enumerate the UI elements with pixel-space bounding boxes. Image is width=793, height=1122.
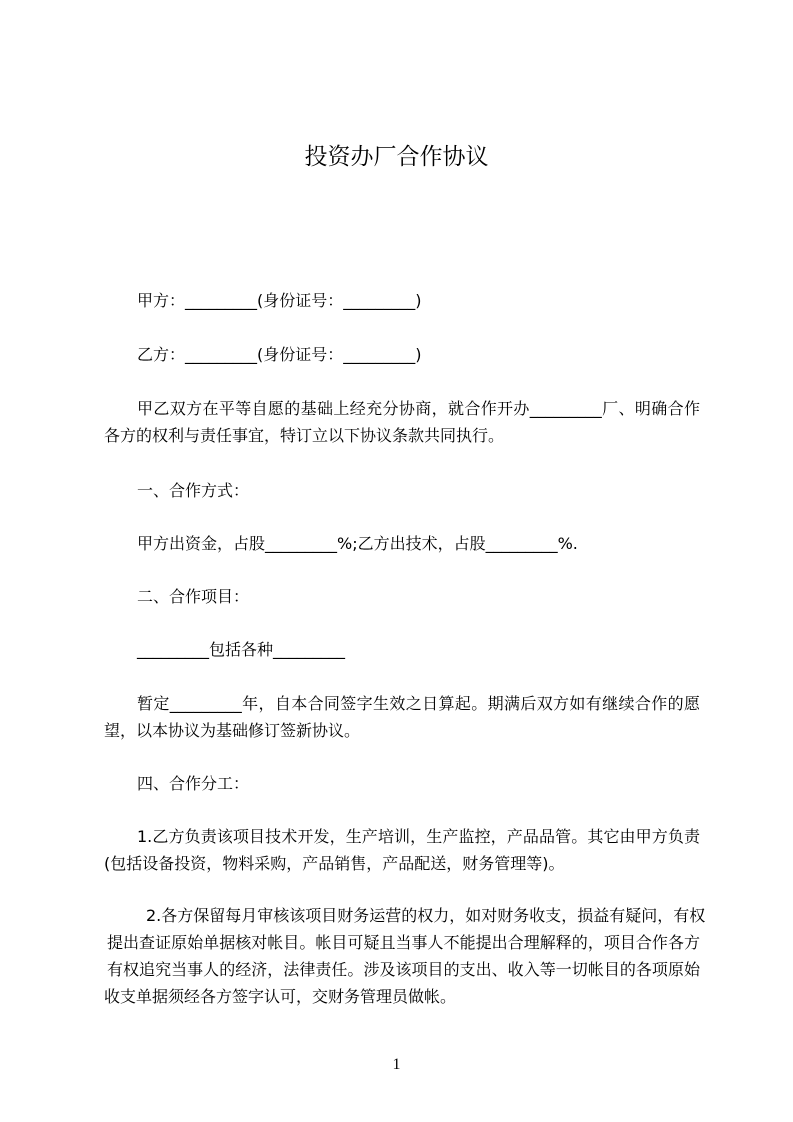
- document-title: 投资办厂合作协议: [304, 144, 489, 170]
- section1-body-block: [104, 530, 700, 557]
- section2-heading: 二、合作项目：: [137, 587, 250, 606]
- section2-heading-block: [104, 583, 700, 610]
- intro-line: 各方的权利与责任事宜，特订立以下协议条款共同执行。: [104, 426, 505, 445]
- section4-heading-block: [104, 770, 700, 797]
- clause-2-paragraph: [104, 902, 706, 1010]
- section4-heading: 四、合作分工：: [137, 774, 250, 793]
- term-paragraph: [104, 690, 700, 744]
- term-line: 暂定_________年，自本合同签字生效之日算起。期满后双方如有继续合作的愿: [137, 694, 700, 713]
- clause-1-line: 1.乙方负责该项目技术开发，生产培训，生产监控，产品品管。其它由甲方负责: [137, 827, 700, 846]
- clause-1-paragraph: [104, 823, 700, 877]
- section1-heading-block: [104, 477, 700, 504]
- intro-paragraph: [104, 395, 700, 449]
- section1-heading: 一、合作方式：: [137, 481, 250, 500]
- clause-2-line: 提出查证原始单据核对帐目。帐目可疑且当事人不能提出合理解释的，项目合作各方: [107, 933, 700, 952]
- section1-body: 甲方出资金，占股_________%;乙方出技术，占股_________%.: [137, 534, 578, 553]
- party-b-line: 乙方：_________(身份证号：_________): [137, 345, 422, 364]
- party-a-block: [104, 287, 700, 314]
- clause-1-line: (包括设备投资，物料采购，产品销售，产品配送，财务管理等)。: [104, 854, 565, 873]
- clause-2-line: 2.各方保留每月审核该项目财务运营的权力，如对财务收支，损益有疑问，有权: [146, 906, 706, 925]
- clause-2-line: 收支单据须经各方签字认可，交财务管理员做帐。: [104, 987, 457, 1006]
- party-b-block: [104, 341, 700, 368]
- page-number: 1: [392, 1056, 401, 1073]
- party-a-line: 甲方：_________(身份证号：_________): [137, 291, 422, 310]
- section2-body-block: [104, 636, 700, 663]
- term-line: 望，以本协议为基础修订签新协议。: [104, 721, 361, 740]
- intro-line: 甲乙双方在平等自愿的基础上经充分协商，就合作开办_________厂、明确合作: [137, 399, 700, 418]
- clause-2-line: 有权追究当事人的经济，法律责任。涉及该项目的支出、收入等一切帐目的各项原始: [107, 960, 700, 979]
- section2-body: _________包括各种_________: [137, 640, 346, 659]
